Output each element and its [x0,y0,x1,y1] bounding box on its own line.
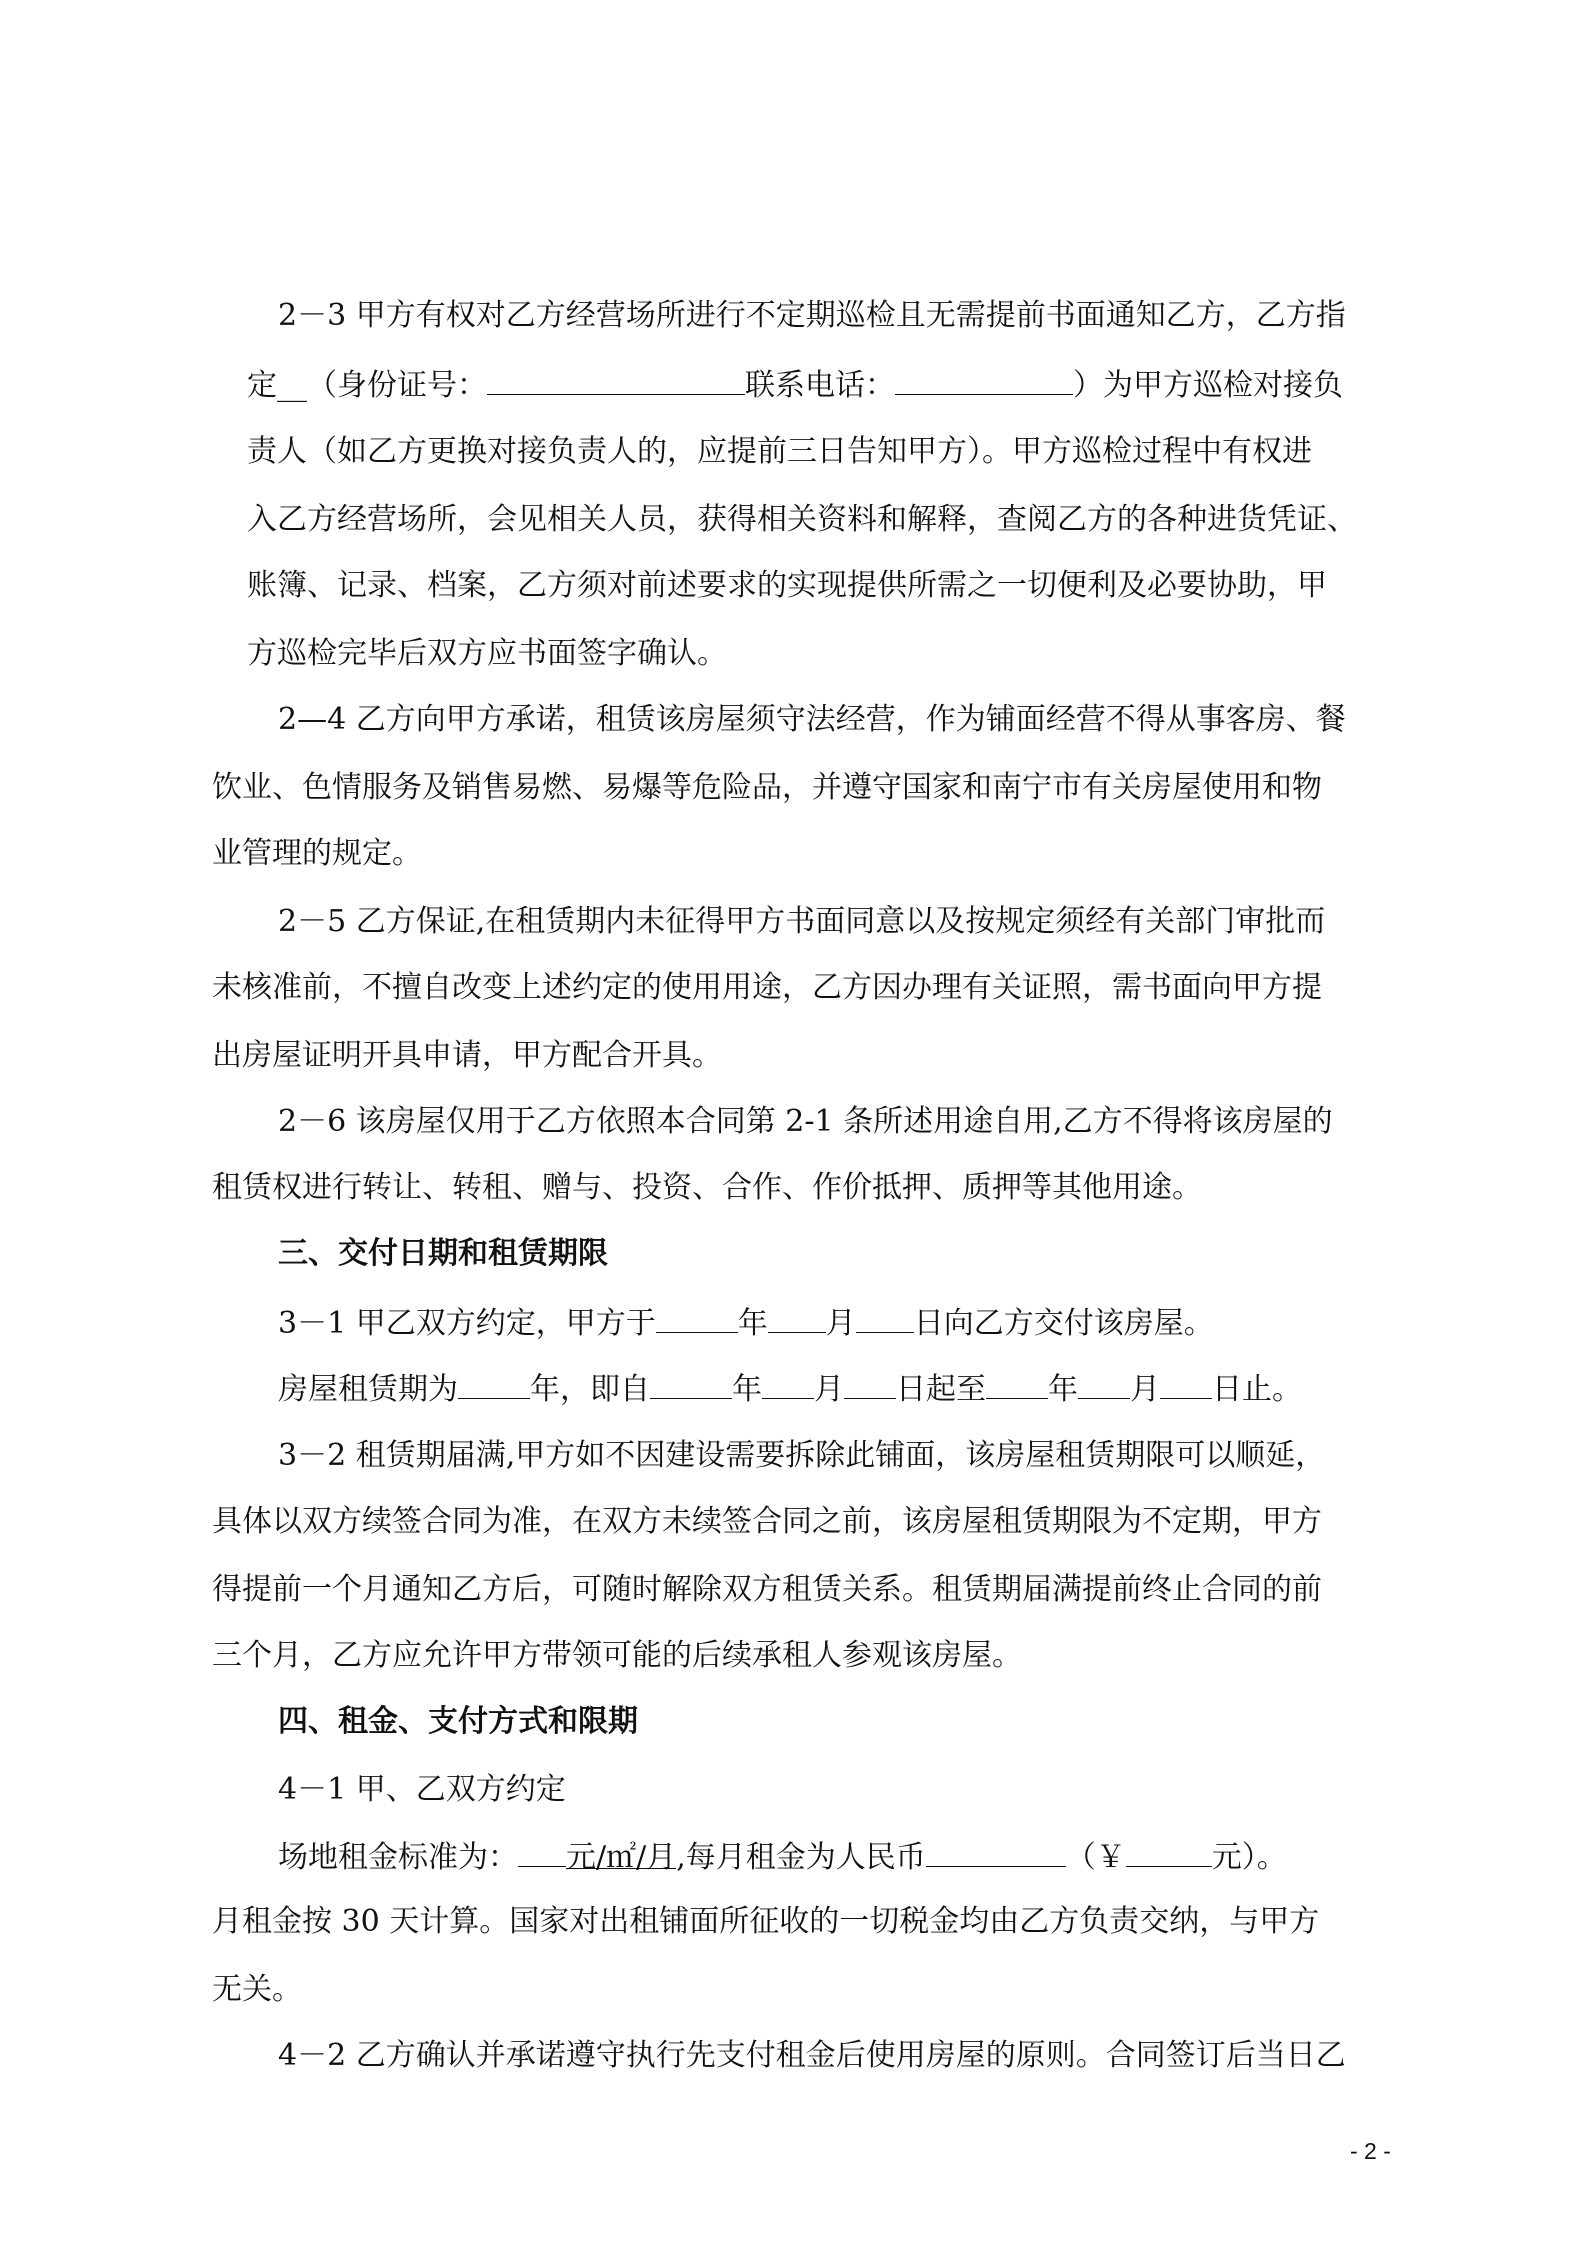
page-number: - 2 - [1350,2138,1391,2164]
start-day-blank [844,1368,896,1399]
clause-2-3-line-5: 账簿、记录、档案，乙方须对前述要求的实现提供所需之一切便利及必要协助，甲 [247,568,1327,603]
start-month-blank [762,1368,814,1399]
clause-4-1: 4－1 甲、乙双方约定 [278,1772,566,1807]
clause-2-3-line-6: 方巡检完毕后双方应书面签字确认。 [247,636,727,671]
year-label: 年 [737,1306,768,1341]
end-month-label: 月 [1130,1372,1160,1407]
yuan-label: 元）。 [1211,1840,1287,1875]
lease-years-blank [458,1368,530,1399]
clause-3-2-line-2: 具体以双方续签合同为准，在双方未续签合同之前，该房屋租赁期限为不定期，甲方 [212,1504,1322,1539]
start-month-label: 月 [814,1372,844,1407]
clause-3-1-text: 3－1 甲乙双方约定，甲方于 [278,1306,656,1341]
rmb-symbol: （￥ [1065,1840,1126,1875]
end-day-blank [1160,1368,1212,1399]
rent-standard-line [278,1836,1287,1878]
clause-2-6-line-2: 租赁权进行转让、转租、赠与、投资、合作、作价抵押、质押等其他用途。 [212,1170,1202,1205]
end-year-blank [986,1368,1048,1399]
id-number-blank [487,364,745,395]
clause-2-4-line-2: 饮业、色情服务及销售易燃、易爆等危险品，并遵守国家和南宁市有关房屋使用和物 [212,770,1322,805]
clause-3-2-line-4: 三个月，乙方应允许甲方带领可能的后续承租人参观该房屋。 [212,1638,1022,1673]
end-month-blank [1078,1368,1130,1399]
month-label: 月 [825,1306,856,1341]
clause-2-3-line-4: 入乙方经营场所，会见相关人员，获得相关资料和解释，查阅乙方的各种进货凭证、 [247,502,1357,537]
lease-term-label: 房屋租赁期为 [278,1372,458,1407]
end-year-label: 年 [1048,1372,1078,1407]
lease-term-end: 日止。 [1212,1372,1302,1407]
rent-amount-blank [1126,1836,1212,1867]
lease-term-from-label: 年，即自 [530,1372,650,1407]
clause-2-3-line-2-c: ）为甲方巡检对接负 [1073,368,1343,403]
delivery-month-blank [768,1302,826,1333]
clause-2-3-line-2 [247,364,1343,406]
clause-2-3-line-1: 2－3 甲方有权对乙方经营场所进行不定期巡检且无需提前书面通知乙方，乙方指 [278,298,1346,333]
section-4-heading: 四、租金、支付方式和限期 [278,1704,638,1739]
section-3-heading: 三、交付日期和租赁期限 [278,1236,608,1271]
clause-2-4-line-1: 2—4 乙方向甲方承诺，租赁该房屋须守法经营，作为铺面经营不得从事客房、餐 [278,702,1346,737]
clause-3-1-end: 日向乙方交付该房屋。 [913,1306,1214,1341]
start-year-label: 年 [732,1372,762,1407]
monthly-rent-blank [926,1836,1066,1867]
rent-line-3: 无关。 [212,1972,302,2007]
clause-2-5-line-2: 未核准前，不擅自改变上述约定的使用用途，乙方因办理有关证照，需书面向甲方提 [212,970,1322,1005]
rent-line-2: 月租金按 30 天计算。国家对出租铺面所征收的一切税金均由乙方负责交纳，与甲方 [212,1904,1320,1939]
clause-3-1 [278,1302,1214,1344]
rent-unit: 元/㎡/月 [566,1840,677,1875]
start-year-blank [650,1368,732,1399]
monthly-rent-label: ,每月租金为人民币 [676,1840,926,1875]
clause-2-5-line-3: 出房屋证明开具申请，甲方配合开具。 [212,1038,722,1073]
clause-2-3-line-2-a: 定__（身份证号： [247,368,487,403]
clause-2-4-line-3: 业管理的规定。 [212,836,422,871]
rent-rate-blank [518,1836,566,1867]
clause-2-6-line-1: 2－6 该房屋仅用于乙方依照本合同第 2-1 条所述用途自用,乙方不得将该房屋的 [278,1104,1333,1139]
phone-blank [895,364,1073,395]
clause-3-2-line-1: 3－2 租赁期届满,甲方如不因建设需要拆除此铺面，该房屋租赁期限可以顺延， [278,1438,1326,1473]
until-label: 日起至 [896,1372,986,1407]
clause-3-2-line-3: 得提前一个月通知乙方后，可随时解除双方租赁关系。租赁期届满提前终止合同的前 [212,1572,1322,1607]
delivery-year-blank [656,1302,738,1333]
lease-term-line [278,1368,1302,1410]
clause-2-5-line-1: 2－5 乙方保证,在租赁期内未征得甲方书面同意以及按规定须经有关部门审批而 [278,904,1326,939]
clause-4-2: 4－2 乙方确认并承诺遵守执行先支付租金后使用房屋的原则。合同签订后当日乙 [278,2038,1346,2073]
clause-2-3-line-2-b: 联系电话： [745,368,895,403]
delivery-day-blank [856,1302,914,1333]
clause-2-3-line-3: 责人（如乙方更换对接负责人的，应提前三日告知甲方）。甲方巡检过程中有权进 [247,434,1312,469]
rent-standard-label: 场地租金标准为： [278,1840,518,1875]
